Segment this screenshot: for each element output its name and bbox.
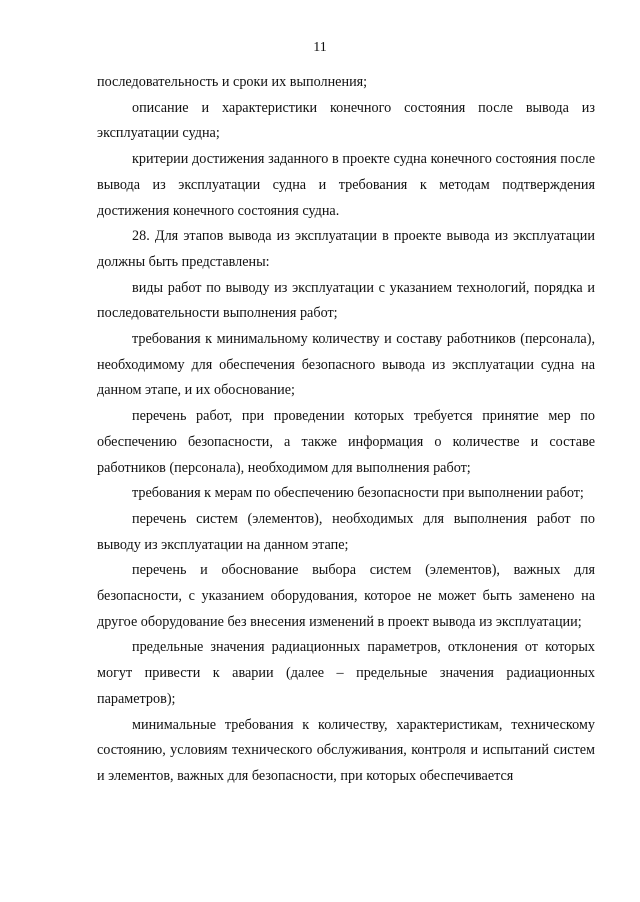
paragraph-final-state-description: описание и характеристики конечного состояния после вывода из эксплуатации судна; xyxy=(97,99,595,142)
paragraph-continuation: последовательность и сроки их выполнения; xyxy=(97,74,368,90)
paragraph-safety-systems-selection: перечень и обоснование выбора систем (элементов), важных для безопасности, с указанием оборудования, которое не может быть заменено на другое оборудование без внесения изменений в проект вывода из эксплуатации; xyxy=(97,562,595,630)
paragraph-safety-works-list: перечень работ, при проведении которых требуется принятие мер по обеспечению безопасности, а также информация о количестве и составе работников (персонала), необходимом для выполнения работ; xyxy=(97,408,595,476)
paragraph-radiation-limits: предельные значения радиационных параметров, отклонения от которых могут привести к аварии (далее – предельные значения радиационных параметров); xyxy=(97,639,595,707)
paragraph-item-28: 28. Для этапов вывода из эксплуатации в проекте вывода из эксплуатации должны быть представлены: xyxy=(97,228,595,270)
body-text xyxy=(97,70,595,790)
paragraph-staff-requirements: требования к минимальному количеству и составу работников (персонала), необходимому для обеспечения безопасного вывода из эксплуатации судна на данном этапе, и их обоснование; xyxy=(97,331,595,399)
paragraph-minimum-requirements: минимальные требования к количеству, характеристикам, техническому состоянию, условиям технического обслуживания, контроля и испытаний систем и элементов, важных для безопасности, при которых обеспечивается xyxy=(97,716,595,784)
paragraph-final-state-criteria: критерии достижения заданного в проекте судна конечного состояния после вывода из эксплуатации судна и требования к методам подтверждения достижения конечного состояния судна. xyxy=(97,151,595,219)
paragraph-systems-list: перечень систем (элементов), необходимых для выполнения работ по выводу из эксплуатации на данном этапе; xyxy=(97,510,595,553)
paragraph-work-types: виды работ по выводу из эксплуатации с указанием технологий, порядка и последовательности выполнения работ; xyxy=(97,279,595,322)
page-number: 11 xyxy=(313,40,327,55)
paragraph-safety-measures: требования к мерам по обеспечению безопасности при выполнении работ; xyxy=(132,485,584,502)
